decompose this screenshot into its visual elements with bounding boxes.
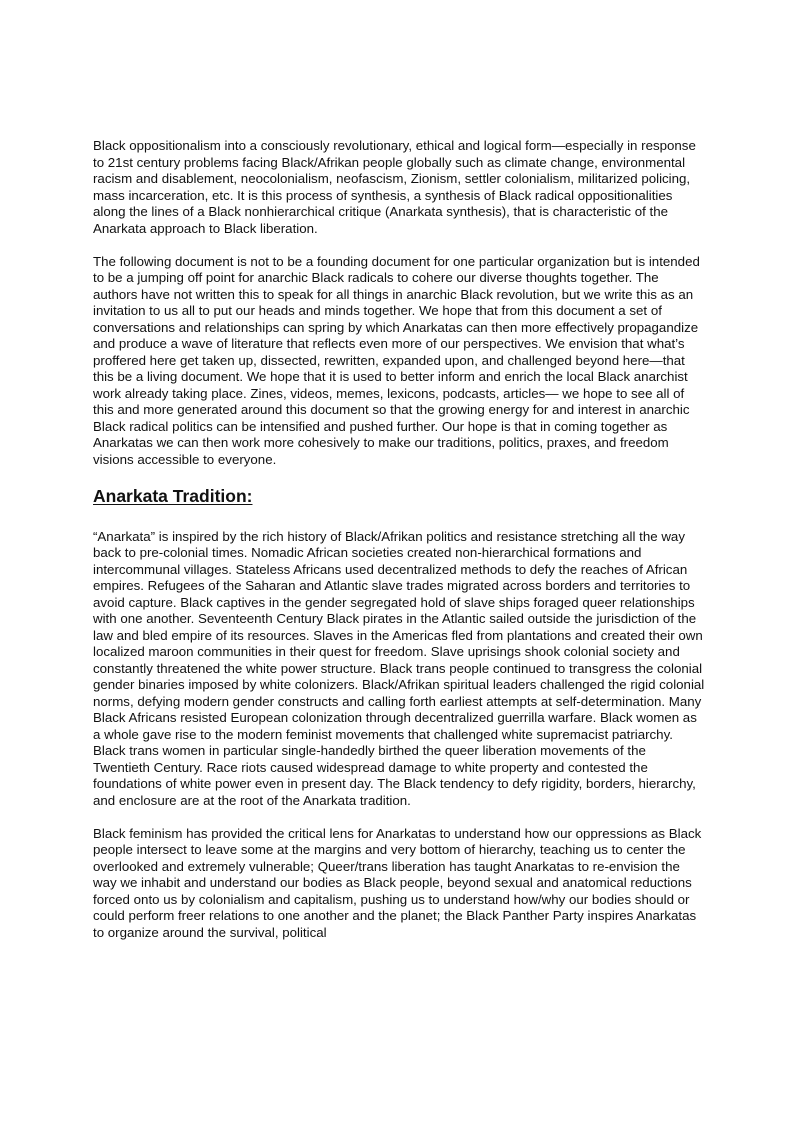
document-page [93,138,705,958]
intro-paragraph-2: The following document is not to be a founding document for one particular organization but is intended to be a jumping off point for anarchic Black radicals to cohere our diverse thoughts together. The authors have not written this to speak for all things in anarchic Black revolution, but we write this as an invitation to us all to put our heads and minds together. We hope that from this document a set of conversations and relationships can spring by which Anarkatas can then more effectively propagandize and produce a wave of literature that reflects even more of our perspectives. We envision that what’s proffered here get taken up, dissected, rewritten, expanded upon, and challenged beyond here—that this be a living document. We hope that it is used to better inform and enrich the local Black anarchist work already taking place. Zines, videos, memes, lexicons, podcasts, articles— we hope to see all of this and more generated around this document so that the growing energy for and interest in anarchic Black radical politics can be intensified and pushed further. Our hope is that in coming together as Anarkatas we can then work more cohesively to make our traditions, politics, praxes, and freedom visions accessible to everyone. [93,253,700,467]
section-heading: Anarkata Tradition: [93,485,253,506]
intro-paragraph-1: Black oppositionalism into a consciously revolutionary, ethical and logical form—especially in response to 21st century problems facing Black/Afrikan people globally such as climate change, environmental racism and disablement, neocolonialism, neofascism, Zionism, settler colonialism, militarized policing, mass incarceration, etc. It is this process of synthesis, a synthesis of Black radical oppositionalities along the lines of a Black nonhierarchical critique (Anarkata synthesis), that is characteristic of the Anarkata approach to Black liberation. [93,138,696,236]
tradition-paragraph-2: Black feminism has provided the critical lens for Anarkatas to understand how our oppressions as Black people intersect to leave some at the margins and very bottom of hierarchy, teaching us to center the overlooked and extremely vulnerable; Queer/trans liberation has taught Anarkatas to re-envision the way we inhabit and understand our bodies as Black people, beyond sexual and anatomical reductions forced onto us by colonialism and capitalism, pushing us to understand how/why our bodies should or could perform freer relations to one another and the planet; the Black Panther Party inspires Anarkatas to organize around the survival, political [93,825,702,940]
tradition-paragraph-1: “Anarkata” is inspired by the rich history of Black/Afrikan politics and resistance stretching all the way back to pre-colonial times. Nomadic African societies created non-hierarchical formations and intercommunal villages. Stateless Africans used decentralized methods to defy the reaches of African empires. Refugees of the Saharan and Atlantic slave trades migrated across borders and territories to avoid capture. Black captives in the gender segregated hold of slave ships foraged queer relationships with one another. Seventeenth Century Black pirates in the Atlantic sailed outside the jurisdiction of the law and bled empire of its resources. Slaves in the Americas fled from plantations and created their own localized maroon communities in their quest for freedom. Slave uprisings shook colonial society and constantly threatened the white power structure. Black trans people continued to transgress the colonial gender binaries imposed by white colonizers. Black/Afrikan spiritual leaders challenged the rigid colonial norms, defying modern gender constructs and calling forth earliest attempts at self-determination. Many Black Africans resisted European colonization through decentralized guerrilla warfare. Black women as a whole gave rise to the modern feminist movements that challenged white supremacist patriarchy. Black trans women in particular single-handedly birthed the queer liberation movements of the Twentieth Century. Race riots caused widespread damage to white property and contested the foundations of white power even in present day. The Black tendency to defy rigidity, borders, hierarchy, and enclosure are at the root of the Anarkata tradition. [93,528,705,808]
